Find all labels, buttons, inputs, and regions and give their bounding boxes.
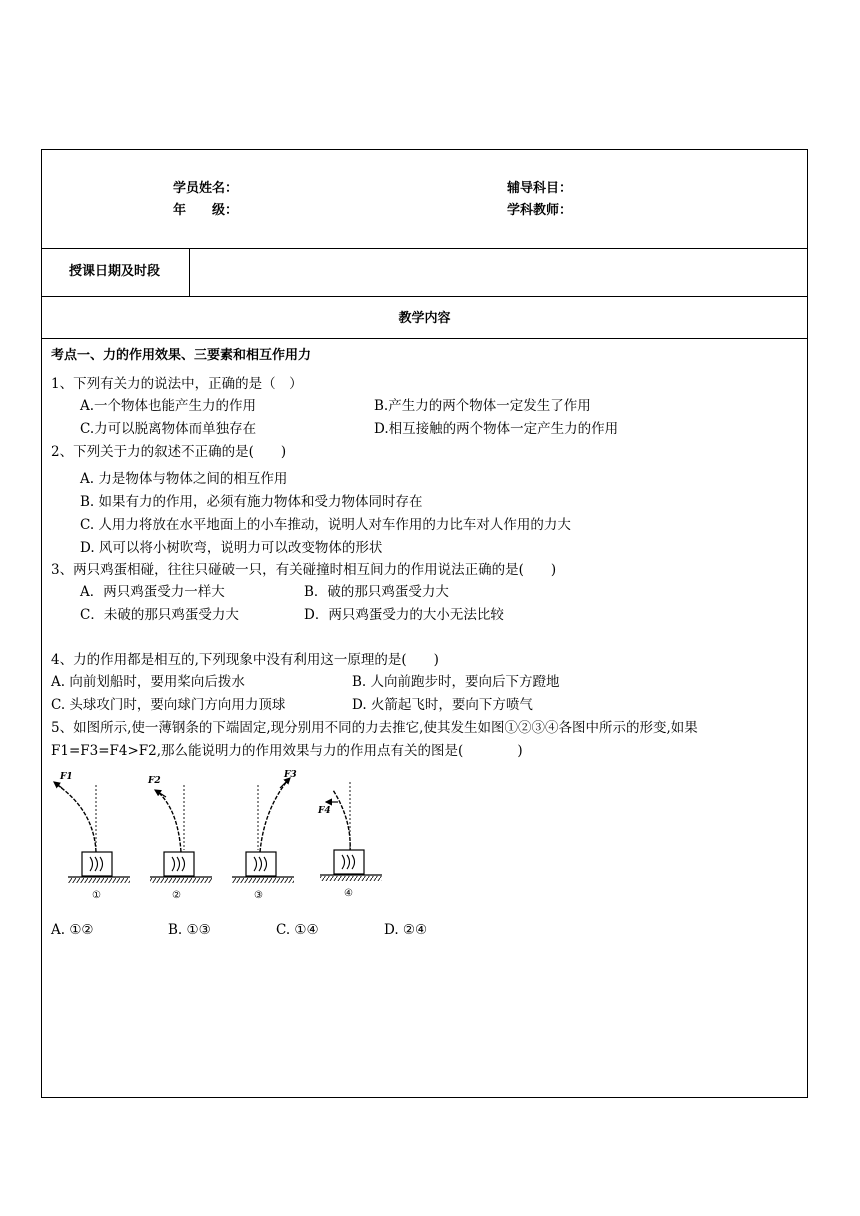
divider — [42, 296, 807, 297]
q3-option-a: A．两只鸡蛋受力一样大 — [80, 584, 225, 600]
figure-number-4: ④ — [344, 888, 353, 899]
q2-option-c: C. 人用力将放在水平地面上的小车推动，说明人对车作用的力比车对人作用的力大 — [80, 517, 571, 533]
q5-option-a: A. ①② — [51, 922, 94, 938]
student-name-label: 学员姓名： — [173, 181, 239, 196]
figure-4 — [320, 782, 382, 881]
q1-option-c: C.力可以脱离物体而单独存在 — [80, 421, 257, 437]
divider — [189, 248, 190, 296]
figure-2 — [150, 785, 212, 883]
subject-label: 辅导科目： — [507, 181, 573, 196]
q3-stem: 3、两只鸡蛋相碰，往往只碰破一只，有关碰撞时相互间力的作用说法正确的是( ) — [51, 562, 557, 578]
lesson-sheet — [41, 149, 808, 1098]
q1-option-b: B.产生力的两个物体一定发生了作用 — [374, 398, 591, 414]
q4-option-c: C. 头球攻门时，要向球门方向用力顶球 — [51, 697, 286, 713]
q2-option-d: D. 风可以将小树吹弯，说明力可以改变物体的形状 — [80, 540, 383, 556]
figure-3 — [232, 778, 294, 883]
q4-option-b: B. 人向前跑步时，要向后下方蹬地 — [352, 674, 560, 690]
figure-number-3: ③ — [254, 890, 263, 901]
q3-option-c: C．未破的那只鸡蛋受力大 — [80, 607, 239, 623]
figure-number-2: ② — [172, 890, 181, 901]
q4-option-a: A. 向前划船时，要用桨向后拨水 — [51, 674, 245, 690]
topic-title: 考点一、力的作用效果、三要素和相互作用力 — [51, 348, 312, 363]
q5-stem-line1: 5、如图所示,使一薄钢条的下端固定,现分别用不同的力去推它,使其发生如图①②③④各图中所示的形变,如果 — [51, 720, 698, 736]
divider — [42, 338, 807, 339]
q1-option-a: A.一个物体也能产生力的作用 — [80, 398, 257, 414]
q5-option-d: D. ②④ — [384, 922, 428, 938]
q5-option-b: B. ①③ — [168, 922, 211, 938]
q3-option-d: D．两只鸡蛋受力的大小无法比较 — [304, 607, 504, 623]
date-row-label: 授课日期及时段 — [69, 264, 161, 279]
q4-stem: 4、力的作用都是相互的,下列现象中没有利用这一原理的是( ) — [51, 652, 439, 668]
force-label-f1: F1 — [60, 772, 73, 782]
steel-strip-figure — [48, 770, 388, 912]
q4-option-d: D. 火箭起飞时，要向下方喷气 — [352, 697, 533, 713]
q5-stem-line2: F1=F3=F4>F2,那么能说明力的作用效果与力的作用点有关的图是( ) — [51, 743, 523, 759]
divider — [42, 248, 807, 249]
teacher-label: 学科教师： — [507, 203, 573, 218]
q5-option-c: C. ①④ — [276, 922, 319, 938]
q2-option-a: A. 力是物体与物体之间的相互作用 — [80, 471, 288, 487]
q1-option-d: D.相互接触的两个物体一定产生力的作用 — [374, 421, 619, 437]
force-label-f3: F3 — [284, 770, 297, 780]
figure-1 — [54, 782, 130, 883]
q2-stem: 2、下列关于力的叙述不正确的是( ) — [51, 444, 287, 460]
q3-option-b: B．破的那只鸡蛋受力大 — [304, 584, 449, 600]
force-label-f2: F2 — [148, 776, 161, 786]
q2-option-b: B. 如果有力的作用，必须有施力物体和受力物体同时存在 — [80, 494, 423, 510]
grade-label: 年 级： — [173, 203, 239, 218]
figure-number-1: ① — [92, 890, 101, 901]
force-label-f4: F4 — [318, 806, 331, 816]
section-title: 教学内容 — [398, 311, 451, 326]
q1-stem: 1、下列有关力的说法中，正确的是（ ） — [51, 376, 303, 392]
